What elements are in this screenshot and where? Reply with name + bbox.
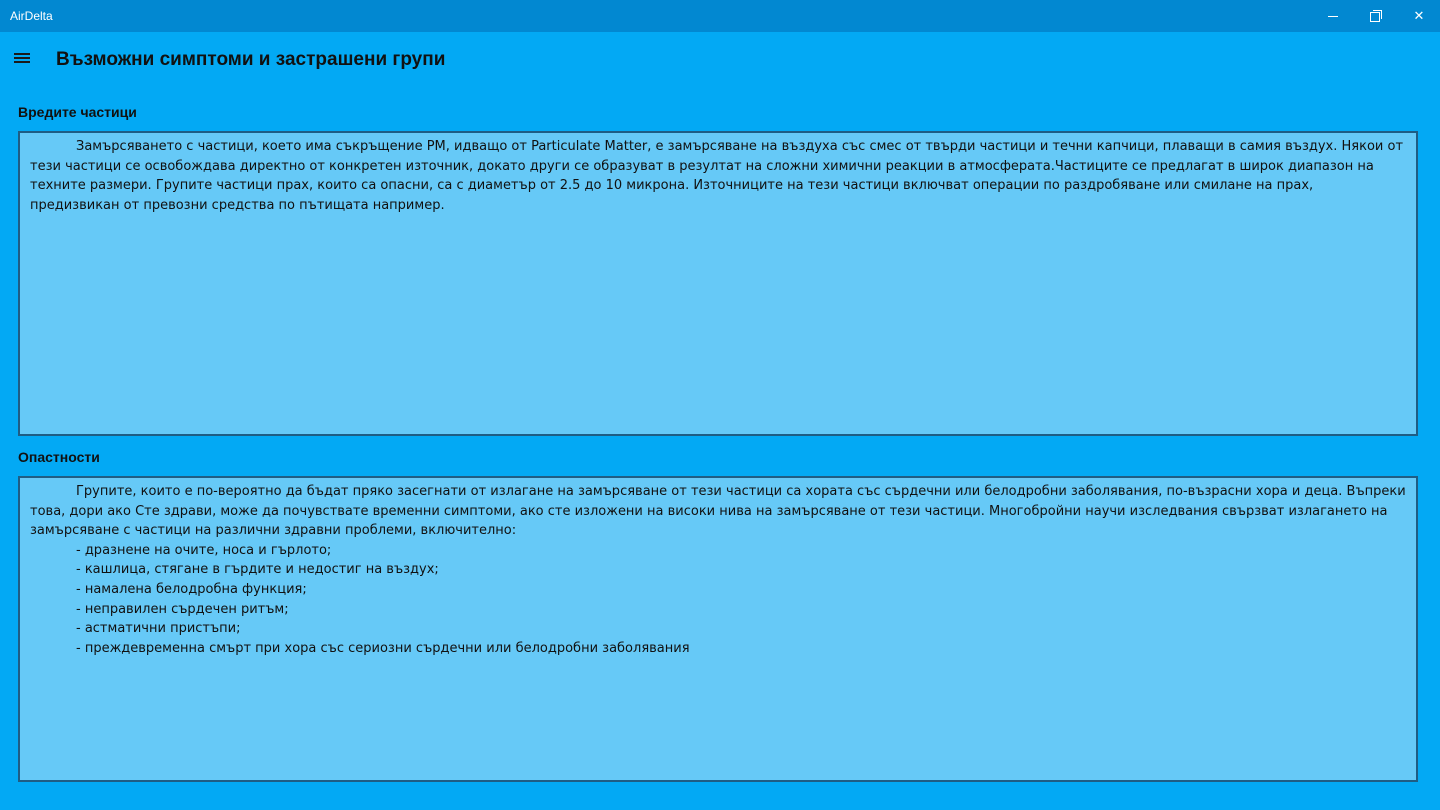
section-heading-particles: Вредите частици	[18, 104, 137, 120]
list-item: - кашлица, стягане в гърдите и недостиг на въздух;	[76, 562, 439, 578]
minimize-button[interactable]	[1310, 0, 1356, 32]
list-item: - преждевременна смърт при хора със сериозни сърдечни или белодробни заболявания	[76, 640, 690, 656]
section-heading-dangers: Опастности	[18, 449, 100, 465]
list-item: - неправилен сърдечен ритъм;	[76, 601, 289, 617]
app-title: AirDelta	[10, 9, 53, 23]
window-titlebar	[0, 0, 1440, 32]
dangers-text-box[interactable]	[18, 476, 1418, 782]
list-item: - намалена белодробна функция;	[76, 581, 307, 597]
particles-paragraph: Замърсяването с частици, което има съкръщение PM, идващо от Particulate Matter, е замърсяване на въздуха със смес от твърди частици и течни капчици, плаващи в самия въздух. Някои от тези частици се освобождава директно от конкретен източник, докато други се образуват в резултат на сложни химични реакции в атмосферата.Частиците се предлагат в широк диапазон на техните размери. Групите частици прах, които са опасни, са с диаметър от 2.5 до 10 микрона. Източниците на тези частици включват операции по раздробяване или смилане на прах, предизвикан от превозни средства по пътищата например.	[30, 139, 1404, 213]
restore-icon	[1370, 12, 1380, 22]
minimize-icon	[1328, 16, 1338, 17]
restore-button[interactable]	[1353, 0, 1399, 32]
dangers-paragraph: Групите, които е по-вероятно да бъдат пряко засегнати от излагане на замърсяване от тези частици са хората със сърдечни или белодробни заболявания, по-възрасни хора и деца. Въпреки това, дори ако Сте здрави, може да почувствате временни симптоми, ако сте изложени на високи нива на замърсяване от тези частици. Многобройни научи изследвания свързват излагането на замърсяване с частици на различни здравни проблеми, включително:	[30, 484, 1406, 539]
list-item: - дразнене на очите, носа и гърлото;	[76, 542, 332, 558]
symptoms-list	[30, 541, 1406, 659]
close-button[interactable]	[1396, 0, 1440, 32]
list-item: - астматични пристъпи;	[76, 621, 241, 637]
hamburger-menu-icon[interactable]	[14, 52, 30, 64]
close-icon: ✕	[1413, 8, 1425, 23]
particles-text-box[interactable]	[18, 131, 1418, 436]
page-title: Възможни симптоми и застрашени групи	[56, 49, 446, 70]
